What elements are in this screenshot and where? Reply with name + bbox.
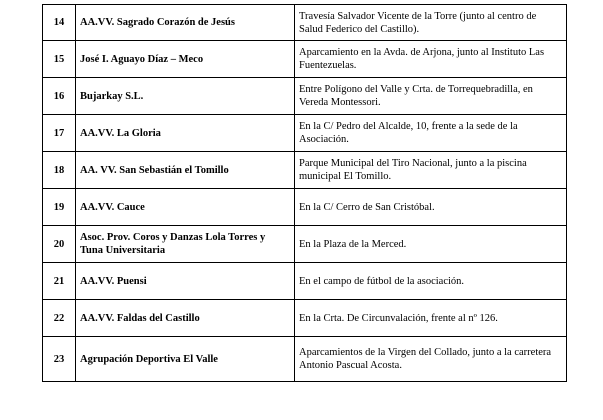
table-row — [43, 115, 567, 152]
table-row — [43, 41, 567, 78]
organization-name: AA.VV. La Gloria — [76, 115, 295, 152]
organization-name: AA.VV. Puensi — [76, 263, 295, 300]
table-row — [43, 226, 567, 263]
organization-name: Bujarkay S.L. — [76, 78, 295, 115]
row-number: 15 — [43, 41, 76, 78]
locations-table — [42, 4, 567, 382]
row-number: 21 — [43, 263, 76, 300]
row-number: 20 — [43, 226, 76, 263]
location-description: Parque Municipal del Tiro Nacional, junto a la piscina municipal El Tomillo. — [295, 152, 567, 189]
organization-name: AA.VV. Faldas del Castillo — [76, 300, 295, 337]
location-description: Travesía Salvador Vicente de la Torre (junto al centro de Salud Federico del Castillo). — [295, 5, 567, 41]
organization-name: Agrupación Deportiva El Valle — [76, 337, 295, 382]
organization-name: AA.VV. Sagrado Corazón de Jesús — [76, 5, 295, 41]
location-description: En la Crta. De Circunvalación, frente al nº 126. — [295, 300, 567, 337]
location-description: Aparcamiento en la Avda. de Arjona, junto al Instituto Las Fuentezuelas. — [295, 41, 567, 78]
table-row — [43, 300, 567, 337]
organization-name: Asoc. Prov. Coros y Danzas Lola Torres y Tuna Universitaria — [76, 226, 295, 263]
table-row — [43, 152, 567, 189]
table-row — [43, 263, 567, 300]
row-number: 16 — [43, 78, 76, 115]
organization-name: José I. Aguayo Díaz – Meco — [76, 41, 295, 78]
table-row — [43, 189, 567, 226]
row-number: 14 — [43, 5, 76, 41]
organization-name: AA. VV. San Sebastián el Tomillo — [76, 152, 295, 189]
location-description: Aparcamientos de la Virgen del Collado, junto a la carretera Antonio Pascual Acosta. — [295, 337, 567, 382]
location-description: En el campo de fútbol de la asociación. — [295, 263, 567, 300]
table-row — [43, 337, 567, 382]
location-description: En la C/ Cerro de San Cristóbal. — [295, 189, 567, 226]
location-description: En la C/ Pedro del Alcalde, 10, frente a la sede de la Asociación. — [295, 115, 567, 152]
row-number: 23 — [43, 337, 76, 382]
table-row — [43, 5, 567, 41]
location-description: En la Plaza de la Merced. — [295, 226, 567, 263]
row-number: 22 — [43, 300, 76, 337]
row-number: 19 — [43, 189, 76, 226]
row-number: 18 — [43, 152, 76, 189]
location-description: Entre Polígono del Valle y Crta. de Torrequebradilla, en Vereda Montessori. — [295, 78, 567, 115]
table-row — [43, 78, 567, 115]
organization-name: AA.VV. Cauce — [76, 189, 295, 226]
row-number: 17 — [43, 115, 76, 152]
